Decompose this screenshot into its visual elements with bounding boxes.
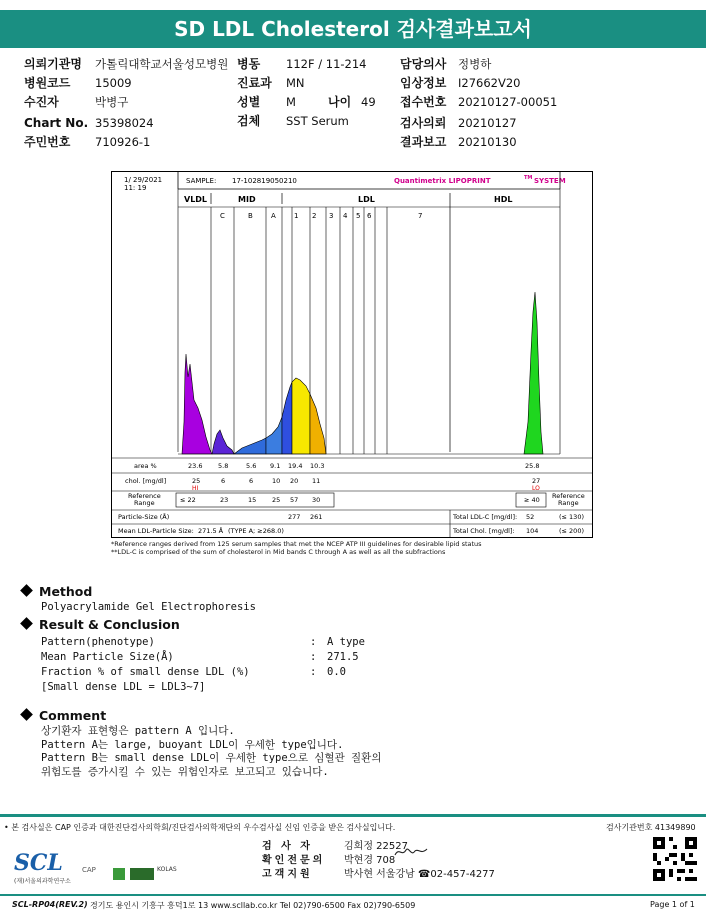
- mean-size-label: Mean LDL-Particle Size:: [118, 527, 194, 535]
- chol-hdl: 27: [532, 477, 541, 485]
- chart-notes: [111, 540, 482, 556]
- footer-divider: [0, 814, 706, 817]
- band-group-mid: MID: [238, 195, 256, 204]
- band-label-b: B: [248, 212, 253, 220]
- mid-a-peak: [266, 417, 282, 454]
- mean-size-type: (TYPE A; ≥268.0): [228, 527, 284, 535]
- band-group-vldl: VLDL: [184, 195, 208, 204]
- ref-c: 23: [220, 496, 229, 504]
- chol-vldl: 25: [192, 477, 201, 485]
- band-label-6: 6: [367, 212, 372, 220]
- value-sex: M: [286, 95, 296, 109]
- ref-label-right-2: Range: [558, 499, 579, 507]
- signer-tester: 검 사 자 김희정 22527: [262, 841, 408, 852]
- ref-hdl: ≥ 40: [524, 496, 540, 504]
- value-receipt-no: 20210127-00051: [458, 95, 558, 109]
- label-physician: 담당의사: [400, 57, 447, 71]
- flag-hdl: LO: [532, 485, 540, 492]
- total-ldl-ref: (≤ 130): [559, 513, 584, 521]
- chol-a: 10: [272, 477, 281, 485]
- label-specimen: 검체: [237, 114, 261, 128]
- value-chart-no: 35398024: [95, 116, 154, 130]
- result-colon: :: [310, 666, 317, 678]
- chol-ldl1: 20: [290, 477, 299, 485]
- area-ldl2: 10.3: [310, 462, 325, 470]
- value-clinical-info: I27662V20: [458, 76, 521, 90]
- value-age: 49: [361, 95, 376, 109]
- label-patient-name: 수진자: [24, 95, 59, 109]
- scl-logo: SCL (재)서울의과학연구소: [14, 850, 71, 885]
- particle-size-2: 261: [310, 513, 323, 521]
- sample-label: SAMPLE:: [186, 177, 217, 185]
- label-hospital-code: 병원코드: [24, 76, 71, 90]
- lipoprint-svg: [112, 172, 592, 537]
- kolas-badge: KOLAS: [157, 866, 177, 873]
- area-c: 5.8: [218, 462, 229, 470]
- label-sex: 성별: [237, 95, 261, 109]
- area-ldl1: 19.4: [288, 462, 303, 470]
- vldl-peak: [182, 354, 212, 454]
- particle-size-label: Particle-Size (Å): [118, 513, 170, 521]
- result-heading: Result & Conclusion: [22, 617, 180, 632]
- band-label-5: 5: [356, 212, 361, 220]
- comment-line-3: Pattern B는 small dense LDL이 우세한 type으로 심혈관 질환의: [41, 752, 382, 764]
- label-requesting-org: 의뢰기관명: [24, 57, 82, 71]
- row-chol-label: chol. [mg/dl]: [125, 477, 167, 485]
- band-label-3: 3: [329, 212, 334, 220]
- ref-label-right-1: Reference: [552, 492, 585, 500]
- result-value-pattern: A type: [327, 636, 365, 648]
- total-chol-value: 104: [526, 527, 539, 535]
- result-colon: :: [310, 651, 317, 663]
- value-physician: 정병하: [458, 57, 492, 71]
- result-note: [Small dense LDL = LDL3~7]: [41, 681, 206, 693]
- method-text: Polyacrylamide Gel Electrophoresis: [41, 601, 256, 613]
- ref-vldl: ≤ 22: [180, 496, 196, 504]
- band-label-2: 2: [312, 212, 317, 220]
- ldl2-peak: [292, 378, 310, 454]
- label-chart-no: Chart No.: [24, 116, 89, 130]
- chart-date: 1/ 29/2021: [124, 176, 163, 184]
- accreditation-badge-icon: [113, 868, 125, 880]
- system-tm: TM: [524, 175, 533, 181]
- band-group-ldl: LDL: [358, 195, 375, 204]
- value-ward: 112F / 11-214: [286, 57, 367, 71]
- total-chol-ref: (≤ 200): [559, 527, 584, 535]
- method-heading: Method: [22, 584, 92, 599]
- system-name: Quantimetrix LIPOPRINT: [394, 177, 491, 185]
- diamond-bullet-icon: [20, 584, 33, 597]
- chart-time: 11: 19: [124, 184, 147, 192]
- label-resident-number: 주민번호: [24, 135, 71, 149]
- area-hdl: 25.8: [525, 462, 540, 470]
- accreditation-text: • 본 검사실은 CAP 인증과 대한진단검사의학회/진단검사의학재단의 우수검사실 신임 인증을 받은 검사실입니다.: [4, 823, 396, 832]
- org-number: 검사기관번호 41349890: [606, 823, 696, 832]
- ref-label-left-2: Range: [134, 499, 155, 507]
- label-department: 진료과: [237, 76, 272, 90]
- value-department: MN: [286, 76, 305, 90]
- diamond-bullet-icon: [20, 708, 33, 721]
- label-request-date: 검사의뢰: [400, 116, 447, 130]
- value-report-date: 20210130: [458, 135, 517, 149]
- ref-a: 25: [272, 496, 281, 504]
- result-label-pattern: Pattern(phenotype): [41, 636, 155, 648]
- ref-label-left-1: Reference: [128, 492, 161, 500]
- note-reference-ranges: *Reference ranges derived from 125 serum samples that met the NCEP ATP III guidelines for desirable lipid status: [111, 540, 482, 548]
- system-suffix: SYSTEM: [534, 177, 566, 185]
- band-label-c: C: [220, 212, 225, 220]
- result-value-mean-size: 271.5: [327, 651, 359, 663]
- value-patient-name: 박병구: [95, 95, 129, 109]
- total-chol-label: Total Chol. [mg/dl]:: [453, 527, 515, 535]
- comment-heading: Comment: [22, 708, 106, 723]
- diamond-bullet-icon: [20, 617, 33, 630]
- signer-specialist: 확인전문의 박현경 708: [262, 855, 396, 866]
- label-age: 나이: [328, 95, 352, 109]
- signature-image: [393, 845, 429, 859]
- mid-b-peak: [234, 438, 266, 454]
- ldl1-peak: [282, 382, 292, 454]
- band-label-7: 7: [418, 212, 423, 220]
- hdl-peak: [524, 292, 543, 454]
- result-label-mean-size: Mean Particle Size(Å): [41, 651, 174, 663]
- cap-badge: CAP: [82, 866, 96, 874]
- value-specimen: SST Serum: [286, 114, 349, 128]
- band-label-4: 4: [343, 212, 348, 220]
- form-code: SCL-RP04(REV.2): [12, 900, 88, 909]
- result-label-fraction: Fraction % of small dense LDL (%): [41, 666, 250, 678]
- accreditation-badge-icon: [130, 868, 154, 880]
- comment-line-1: 상기환자 표현형은 pattern A 입니다.: [41, 725, 235, 737]
- label-receipt-no: 접수번호: [400, 95, 447, 109]
- result-value-fraction: 0.0: [327, 666, 346, 678]
- ref-b: 15: [248, 496, 257, 504]
- lab-address: 경기도 용인시 기흥구 흥덕1로 13 www.scllab.co.kr Tel 02)790-6500 Fax 02)790-6509: [90, 901, 416, 910]
- area-vldl: 23.6: [188, 462, 203, 470]
- band-label-a: A: [271, 212, 276, 220]
- result-colon: :: [310, 636, 317, 648]
- report-title: SD LDL Cholesterol 검사결과보고서: [0, 10, 706, 48]
- footer-divider-bottom: [0, 894, 706, 896]
- label-report-date: 결과보고: [400, 135, 447, 149]
- area-b: 5.6: [246, 462, 257, 470]
- chol-b: 6: [249, 477, 254, 485]
- ldl3-peak: [310, 394, 326, 454]
- chol-ldl2: 11: [312, 477, 321, 485]
- sample-id: 17-102819050210: [232, 177, 297, 185]
- ref-ldl1: 57: [290, 496, 299, 504]
- comment-line-2: Pattern A는 large, buoyant LDL이 우세한 type입니다.: [41, 739, 344, 751]
- value-requesting-org: 가톨릭대학교서울성모병원: [95, 57, 229, 71]
- value-hospital-code: 15009: [95, 76, 132, 90]
- signer-support: 고객지원 박사현 서울강남 ☎02-457-4277: [262, 869, 495, 880]
- particle-size-1: 277: [288, 513, 301, 521]
- value-request-date: 20210127: [458, 116, 517, 130]
- band-group-hdl: HDL: [494, 195, 513, 204]
- ref-ldl2: 30: [312, 496, 321, 504]
- label-ward: 병동: [237, 57, 261, 71]
- comment-line-4: 위험도를 증가시킬 수 있는 위험인자로 보고되고 있습니다.: [41, 766, 329, 778]
- flag-vldl: HI: [192, 485, 199, 492]
- band-label-1: 1: [294, 212, 299, 220]
- qr-code-icon: [653, 837, 697, 881]
- chol-c: 6: [221, 477, 226, 485]
- mid-c-peak: [212, 430, 234, 454]
- lipoprint-chart: [111, 171, 593, 538]
- note-ldl-composition: **LDL-C is comprised of the sum of cholesterol in Mid bands C through A as well as all the subfractions: [111, 548, 446, 556]
- total-ldl-value: 52: [526, 513, 535, 521]
- label-clinical-info: 임상정보: [400, 76, 447, 90]
- row-area-label: area %: [134, 462, 157, 470]
- area-a: 9.1: [270, 462, 281, 470]
- page-number: Page 1 of 1: [650, 900, 695, 909]
- value-resident-number: 710926-1: [95, 135, 151, 149]
- total-ldl-label: Total LDL-C [mg/dl]:: [453, 513, 518, 521]
- mean-size-value: 271.5 Å: [198, 527, 224, 535]
